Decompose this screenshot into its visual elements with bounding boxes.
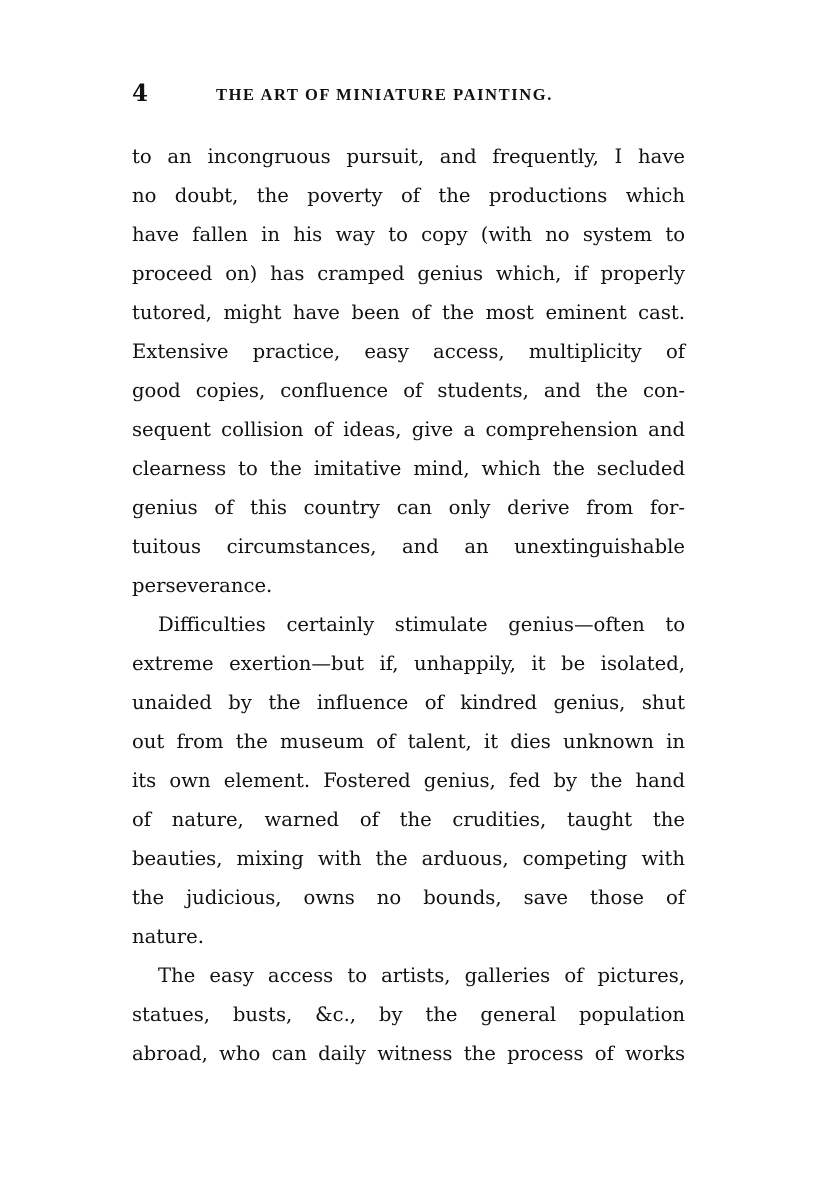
text-line: clearness to the imitative mind, which the secluded bbox=[132, 457, 685, 480]
text-line: nature. bbox=[132, 925, 204, 948]
text-line: unaided by the influence of kindred genius, shut bbox=[132, 691, 685, 714]
text-line: perseverance. bbox=[132, 574, 273, 597]
text-line: tutored, might have been of the most eminent cast. bbox=[132, 301, 685, 324]
text-line: The easy access to artists, galleries of pictures, bbox=[158, 964, 685, 987]
page-number: 4 bbox=[132, 80, 149, 107]
text-line: to an incongruous pursuit, and frequently, I have bbox=[132, 145, 685, 168]
text-line: good copies, confluence of students, and the con- bbox=[132, 379, 685, 402]
text-line: tuitous circumstances, and an unextinguishable bbox=[132, 535, 685, 558]
text-line: have fallen in his way to copy (with no system to bbox=[132, 223, 685, 246]
text-line: genius of this country can only derive from for- bbox=[132, 496, 685, 519]
text-line: out from the museum of talent, it dies unknown in bbox=[132, 730, 685, 753]
text-line: its own element. Fostered genius, fed by the hand bbox=[132, 769, 685, 792]
text-line: statues, busts, &c., by the general population bbox=[132, 1003, 685, 1026]
text-line: no doubt, the poverty of the productions which bbox=[132, 184, 685, 207]
text-line: Difficulties certainly stimulate genius—often to bbox=[158, 613, 685, 636]
text-line: extreme exertion—but if, unhappily, it be isolated, bbox=[132, 652, 685, 675]
text-line: Extensive practice, easy access, multiplicity of bbox=[132, 340, 685, 363]
body-text bbox=[132, 137, 685, 1073]
page-header bbox=[132, 80, 692, 110]
running-title: THE ART OF MINIATURE PAINTING. bbox=[216, 85, 553, 104]
text-line: proceed on) has cramped genius which, if properly bbox=[132, 262, 685, 285]
text-line: abroad, who can daily witness the process of works bbox=[132, 1042, 685, 1065]
text-line: sequent collision of ideas, give a comprehension and bbox=[132, 418, 685, 441]
text-line: the judicious, owns no bounds, save those of bbox=[132, 886, 685, 909]
text-line: beauties, mixing with the arduous, competing with bbox=[132, 847, 685, 870]
text-line: of nature, warned of the crudities, taught the bbox=[132, 808, 685, 831]
